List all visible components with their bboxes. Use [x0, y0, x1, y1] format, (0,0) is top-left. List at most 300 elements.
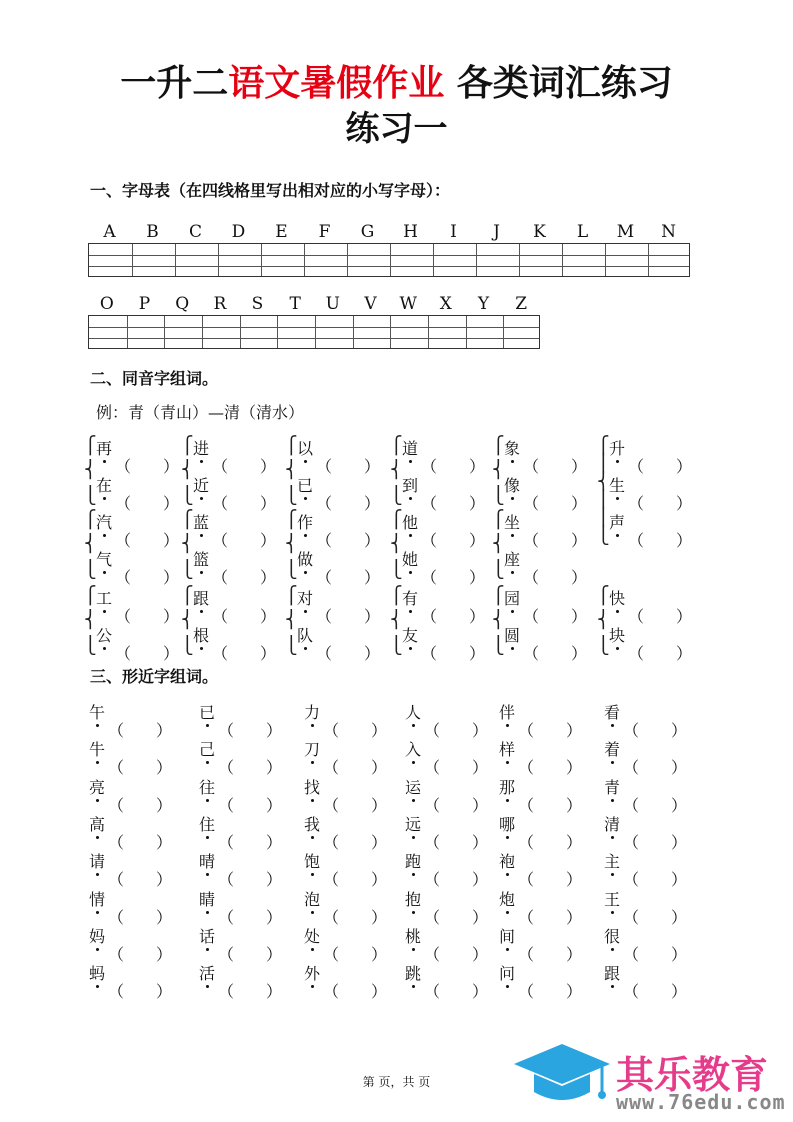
paren-open: （: [316, 457, 333, 476]
paren-close: ）: [156, 795, 173, 815]
paren-open: （: [212, 457, 229, 476]
alphabet-letter: Y: [477, 294, 490, 314]
paren-close: ）: [571, 531, 588, 550]
entry-character: 跟: [603, 961, 621, 984]
brace-segment: ⎩: [390, 560, 403, 580]
brace-segment: ⎩: [492, 560, 505, 580]
paren-open: （: [623, 944, 640, 964]
example-text: 例：青（青山）—清（清水）: [96, 403, 305, 422]
alphabet-letter: Q: [175, 294, 190, 314]
entry-character: 炮: [498, 887, 516, 910]
brace-segment: ⎧: [285, 510, 298, 530]
similar-char-entry: [198, 700, 283, 740]
brace-segment: ⎨: [285, 460, 298, 480]
brace-segment: ⎨: [84, 610, 97, 630]
paren-close: ）: [472, 944, 489, 964]
entry-character: 哪: [498, 812, 516, 835]
similar-char-entry: [198, 849, 283, 890]
paren-open: （: [424, 944, 441, 964]
brace-segment: ⎩: [84, 486, 97, 506]
homophone-pair: [597, 586, 697, 663]
grid-divider: [315, 316, 316, 348]
entry-character: 入: [404, 737, 422, 760]
entry-character: 牛: [88, 737, 106, 760]
paren-open: （: [108, 982, 125, 1002]
paren-open: （: [108, 907, 125, 927]
paren-open: （: [316, 568, 333, 587]
entry-character: 再: [95, 436, 113, 459]
similar-char-entry: [603, 924, 688, 964]
word-entry: [503, 547, 588, 587]
alphabet-letter: N: [661, 222, 676, 242]
paren-close: ）: [566, 795, 583, 815]
similar-char-entry: [88, 812, 173, 852]
paren-open: （: [115, 644, 132, 663]
similar-char-entry: [88, 887, 173, 927]
similar-char-entry: [303, 924, 388, 964]
paren-close: ）: [371, 795, 388, 815]
paren-close: ）: [566, 870, 583, 890]
paren-close: ）: [676, 457, 693, 476]
similar-char-entry: [603, 737, 688, 778]
paren-open: （: [323, 870, 340, 890]
alphabet-letter: A: [103, 222, 116, 242]
similar-char-entry: [498, 924, 583, 964]
four-line-grid-1[interactable]: [88, 243, 690, 277]
paren-open: （: [115, 607, 132, 626]
word-entry: [401, 586, 486, 626]
paren-open: （: [424, 832, 441, 852]
similar-char-entry: [498, 700, 583, 740]
homophone-pair: [492, 510, 592, 587]
four-line-grid-2[interactable]: [88, 315, 540, 349]
grid-divider: [277, 316, 278, 348]
entry-character: 亮: [88, 775, 106, 798]
alphabet-letter: R: [213, 294, 227, 314]
alphabet-letter: H: [403, 222, 418, 242]
paren-close: ）: [266, 721, 283, 740]
paren-close: ）: [364, 457, 381, 476]
paren-close: ）: [472, 795, 489, 815]
brace-segment: ⎧: [492, 436, 505, 456]
paren-close: ）: [469, 494, 486, 513]
entry-character: 活: [198, 961, 216, 984]
word-entry: [95, 510, 180, 550]
similar-char-entry: [88, 924, 173, 964]
brace-segment: ⎪: [597, 508, 610, 528]
paren-open: （: [323, 944, 340, 964]
word-entry: [192, 473, 277, 513]
entry-character: 篮: [192, 547, 210, 570]
entry-character: 坐: [503, 510, 521, 533]
similar-char-entry: [603, 887, 688, 927]
similar-char-entry: [603, 961, 688, 1002]
entry-character: 外: [303, 961, 321, 984]
entry-character: 刀: [303, 737, 321, 760]
brace-segment: ⎪: [597, 454, 610, 474]
entry-character: 以: [296, 436, 314, 459]
alphabet-row-2: [88, 294, 540, 314]
paren-open: （: [218, 758, 235, 778]
entry-character: 睛: [198, 887, 216, 910]
grid-divider: [261, 244, 262, 276]
paren-close: ）: [260, 607, 277, 626]
paren-open: （: [218, 832, 235, 852]
brace-segment: ⎨: [84, 534, 97, 554]
paren-close: ）: [472, 721, 489, 740]
paren-close: ）: [364, 494, 381, 513]
entry-character: 样: [498, 737, 516, 760]
entry-character: 队: [296, 623, 314, 646]
entry-character: 往: [198, 775, 216, 798]
title-highlight: 语文暑假作业: [228, 63, 445, 104]
entry-character: 到: [401, 473, 419, 496]
paren-open: （: [424, 758, 441, 778]
word-entry: [296, 623, 381, 663]
paren-open: （: [518, 870, 535, 890]
section2-heading: 二、同音字组词。: [90, 369, 219, 388]
paren-open: （: [212, 644, 229, 663]
paren-close: ）: [260, 568, 277, 587]
brace-segment: ⎨: [181, 610, 194, 630]
page-footer: 第 页，共 页: [362, 1075, 431, 1089]
paren-close: ）: [163, 531, 180, 550]
paren-close: ）: [156, 721, 173, 740]
word-entry: [95, 586, 180, 626]
section1-heading: 一、字母表（在四线格里写出相对应的小写字母）：: [90, 181, 451, 200]
entry-character: 跟: [192, 586, 210, 609]
brace-segment: ⎨: [492, 534, 505, 554]
brace-segment: ⎧: [390, 586, 403, 606]
grid-divider: [433, 244, 434, 276]
paren-open: （: [523, 607, 540, 626]
alphabet-letter: I: [450, 222, 457, 242]
alphabet-letter: O: [99, 294, 114, 314]
alphabet-letter: B: [146, 222, 159, 242]
similar-char-entry: [198, 924, 283, 964]
entry-character: 抱: [404, 887, 422, 910]
paren-open: （: [218, 721, 235, 740]
homophone-pair: [84, 586, 184, 663]
entry-character: 袍: [498, 849, 516, 872]
word-entry: [401, 623, 486, 663]
paren-close: ）: [469, 607, 486, 626]
paren-open: （: [523, 457, 540, 476]
entry-character: 处: [303, 924, 321, 947]
brace-segment: ⎧: [597, 586, 610, 606]
brace-segment: ⎩: [597, 636, 610, 656]
alphabet-letter: J: [493, 222, 500, 242]
paren-close: ）: [671, 907, 688, 927]
alphabet-letter: G: [360, 222, 375, 242]
alphabet-letter: X: [439, 294, 452, 314]
paren-close: ）: [364, 531, 381, 550]
paren-open: （: [628, 531, 645, 550]
paren-open: （: [623, 870, 640, 890]
brace-segment: ⎨: [492, 460, 505, 480]
word-entry: [296, 547, 381, 587]
paren-close: ）: [566, 721, 583, 740]
homophone-pair: [181, 436, 281, 513]
entry-character: 蚂: [88, 961, 106, 984]
paren-open: （: [108, 758, 125, 778]
entry-character: 问: [498, 961, 516, 984]
grid-divider: [562, 244, 563, 276]
paren-open: （: [316, 494, 333, 513]
similar-char-entry: [404, 700, 489, 740]
grid-line: [89, 338, 539, 339]
brace-segment: ⎧: [597, 436, 610, 456]
paren-close: ）: [566, 758, 583, 778]
brand-name: 其乐教育: [616, 1053, 769, 1097]
paren-open: （: [115, 494, 132, 513]
paren-close: ）: [371, 758, 388, 778]
word-entry: [608, 510, 693, 550]
brace-segment: ⎨: [390, 610, 403, 630]
paren-open: （: [212, 607, 229, 626]
entry-character: 有: [401, 586, 419, 609]
entry-character: 己: [198, 737, 216, 760]
brace-segment: ⎩: [84, 560, 97, 580]
paren-open: （: [212, 531, 229, 550]
paren-close: ）: [266, 758, 283, 778]
paren-close: ）: [676, 531, 693, 550]
brace-segment: ⎨: [285, 610, 298, 630]
homophone-pair: [285, 510, 385, 587]
similar-char-entry: [404, 924, 489, 964]
entry-character: 远: [404, 812, 422, 835]
similar-char-entry: [198, 737, 283, 778]
alphabet-letter: V: [364, 294, 377, 314]
paren-open: （: [628, 607, 645, 626]
paren-close: ）: [469, 457, 486, 476]
paren-open: （: [323, 721, 340, 740]
word-entry: [95, 547, 180, 587]
brace-segment: ⎧: [390, 510, 403, 530]
brace-segment: ⎧: [84, 586, 97, 606]
entry-character: 她: [401, 547, 419, 570]
entry-character: 蓝: [192, 510, 210, 533]
homophone-pair: [84, 436, 184, 513]
paren-close: ）: [266, 795, 283, 815]
entry-character: 高: [88, 812, 106, 835]
paren-close: ）: [676, 644, 693, 663]
brace-segment: ⎨: [181, 460, 194, 480]
word-entry: [401, 510, 486, 550]
paren-close: ）: [472, 982, 489, 1002]
grid-divider: [466, 316, 467, 348]
grid-divider: [519, 244, 520, 276]
grid-line: [89, 327, 539, 328]
paren-close: ）: [266, 944, 283, 964]
brace-segment: ⎧: [285, 586, 298, 606]
paren-open: （: [212, 494, 229, 513]
grid-divider: [240, 316, 241, 348]
brace-segment: ⎩: [181, 560, 194, 580]
paren-close: ）: [266, 907, 283, 927]
paren-open: （: [628, 494, 645, 513]
word-entry: [192, 510, 277, 550]
entry-character: 根: [192, 623, 210, 646]
entry-character: 清: [603, 812, 621, 835]
entry-character: 住: [198, 812, 216, 835]
word-entry: [296, 586, 381, 626]
word-entry: [192, 586, 277, 626]
entry-character: 桃: [404, 924, 422, 947]
paren-open: （: [518, 907, 535, 927]
word-entry: [503, 473, 588, 513]
grid-divider: [503, 316, 504, 348]
similar-char-entry: [88, 849, 173, 890]
paren-close: ）: [469, 531, 486, 550]
similar-char-entry: [303, 961, 388, 1002]
paren-open: （: [424, 721, 441, 740]
entry-character: 间: [498, 924, 516, 947]
word-entry: [608, 623, 693, 663]
paren-open: （: [218, 795, 235, 815]
paren-open: （: [623, 982, 640, 1002]
grid-line: [89, 255, 689, 256]
paren-close: ）: [566, 982, 583, 1002]
brace-segment: ⎩: [492, 636, 505, 656]
similar-char-entry: [404, 887, 489, 927]
paren-open: （: [518, 758, 535, 778]
graduation-cap-icon: [512, 1040, 612, 1115]
paren-open: （: [218, 907, 235, 927]
paren-open: （: [421, 531, 438, 550]
paren-open: （: [523, 644, 540, 663]
page-title: 一升二语文暑假作业 各类词汇练习: [120, 63, 673, 104]
brace-segment: ⎩: [597, 526, 610, 546]
paren-open: （: [424, 795, 441, 815]
grid-line: [89, 266, 689, 267]
paren-close: ）: [156, 982, 173, 1002]
paren-close: ）: [371, 944, 388, 964]
brace-segment: ⎩: [285, 486, 298, 506]
alphabet-row-1: [88, 222, 690, 242]
paren-close: ）: [469, 644, 486, 663]
similar-char-entry: [88, 737, 173, 778]
word-entry: [192, 623, 277, 663]
paren-open: （: [523, 531, 540, 550]
brace-segment: ⎩: [285, 560, 298, 580]
homophone-pair: [492, 436, 592, 513]
entry-character: 王: [603, 887, 621, 910]
entry-character: 近: [192, 473, 210, 496]
similar-char-entry: [603, 700, 688, 740]
brace-segment: ⎨: [597, 472, 610, 492]
entry-character: 圆: [503, 623, 521, 646]
paren-open: （: [518, 832, 535, 852]
similar-char-entry: [404, 961, 489, 1002]
paren-open: （: [623, 907, 640, 927]
paren-open: （: [323, 758, 340, 778]
entry-character: 很: [603, 924, 621, 947]
entry-character: 作: [296, 510, 314, 533]
paren-close: ）: [156, 758, 173, 778]
alphabet-letter: W: [399, 294, 417, 314]
paren-close: ）: [469, 568, 486, 587]
word-entry: [296, 436, 381, 476]
word-entry: [608, 473, 693, 513]
brace-segment: ⎩: [390, 486, 403, 506]
brace-segment: ⎨: [285, 534, 298, 554]
paren-open: （: [424, 982, 441, 1002]
brace-segment: ⎨: [390, 534, 403, 554]
paren-close: ）: [472, 907, 489, 927]
paren-open: （: [421, 644, 438, 663]
paren-close: ）: [266, 982, 283, 1002]
word-entry: [296, 510, 381, 550]
paren-open: （: [323, 795, 340, 815]
brace-segment: ⎪: [597, 490, 610, 510]
entry-character: 妈: [88, 924, 106, 947]
homophone-pair: [285, 436, 385, 513]
alphabet-letter: Z: [515, 294, 528, 314]
paren-close: ）: [163, 457, 180, 476]
entry-character: 伴: [498, 700, 516, 723]
word-entry: [296, 473, 381, 513]
similar-char-entry: [303, 700, 388, 740]
section3-heading: 三、形近字组词。: [90, 667, 219, 686]
paren-close: ）: [260, 531, 277, 550]
entry-character: 人: [404, 700, 422, 723]
similar-char-entry: [303, 849, 388, 890]
entry-character: 进: [192, 436, 210, 459]
paren-close: ）: [671, 795, 688, 815]
grid-divider: [353, 316, 354, 348]
grid-divider: [127, 316, 128, 348]
brace-segment: ⎩: [390, 636, 403, 656]
paren-close: ）: [371, 870, 388, 890]
brace-segment: ⎩: [181, 486, 194, 506]
alphabet-letter: K: [533, 222, 546, 242]
similar-char-entry: [498, 812, 583, 852]
brace-segment: ⎧: [492, 510, 505, 530]
paren-open: （: [108, 795, 125, 815]
entry-character: 做: [296, 547, 314, 570]
paren-close: ）: [371, 907, 388, 927]
paren-close: ）: [571, 494, 588, 513]
paren-close: ）: [671, 832, 688, 852]
entry-character: 午: [88, 700, 106, 723]
paren-open: （: [316, 607, 333, 626]
similar-char-entry: [198, 812, 283, 852]
grid-divider: [202, 316, 203, 348]
word-entry: [95, 436, 180, 476]
entry-character: 气: [95, 547, 113, 570]
grid-divider: [476, 244, 477, 276]
paren-close: ）: [260, 494, 277, 513]
similar-char-entry: [404, 849, 489, 890]
entry-character: 请: [88, 849, 106, 872]
paren-close: ）: [671, 721, 688, 740]
alphabet-letter: F: [318, 222, 331, 242]
brace-segment: ⎨: [181, 534, 194, 554]
paren-open: （: [421, 494, 438, 513]
paren-close: ）: [671, 758, 688, 778]
paren-open: （: [421, 607, 438, 626]
similar-char-entry: [303, 775, 388, 815]
paren-close: ）: [156, 870, 173, 890]
paren-open: （: [323, 982, 340, 1002]
brace-segment: ⎧: [181, 586, 194, 606]
paren-open: （: [421, 568, 438, 587]
paren-close: ）: [566, 832, 583, 852]
paren-close: ）: [156, 832, 173, 852]
paren-close: ）: [364, 644, 381, 663]
alphabet-letter: T: [289, 294, 301, 314]
